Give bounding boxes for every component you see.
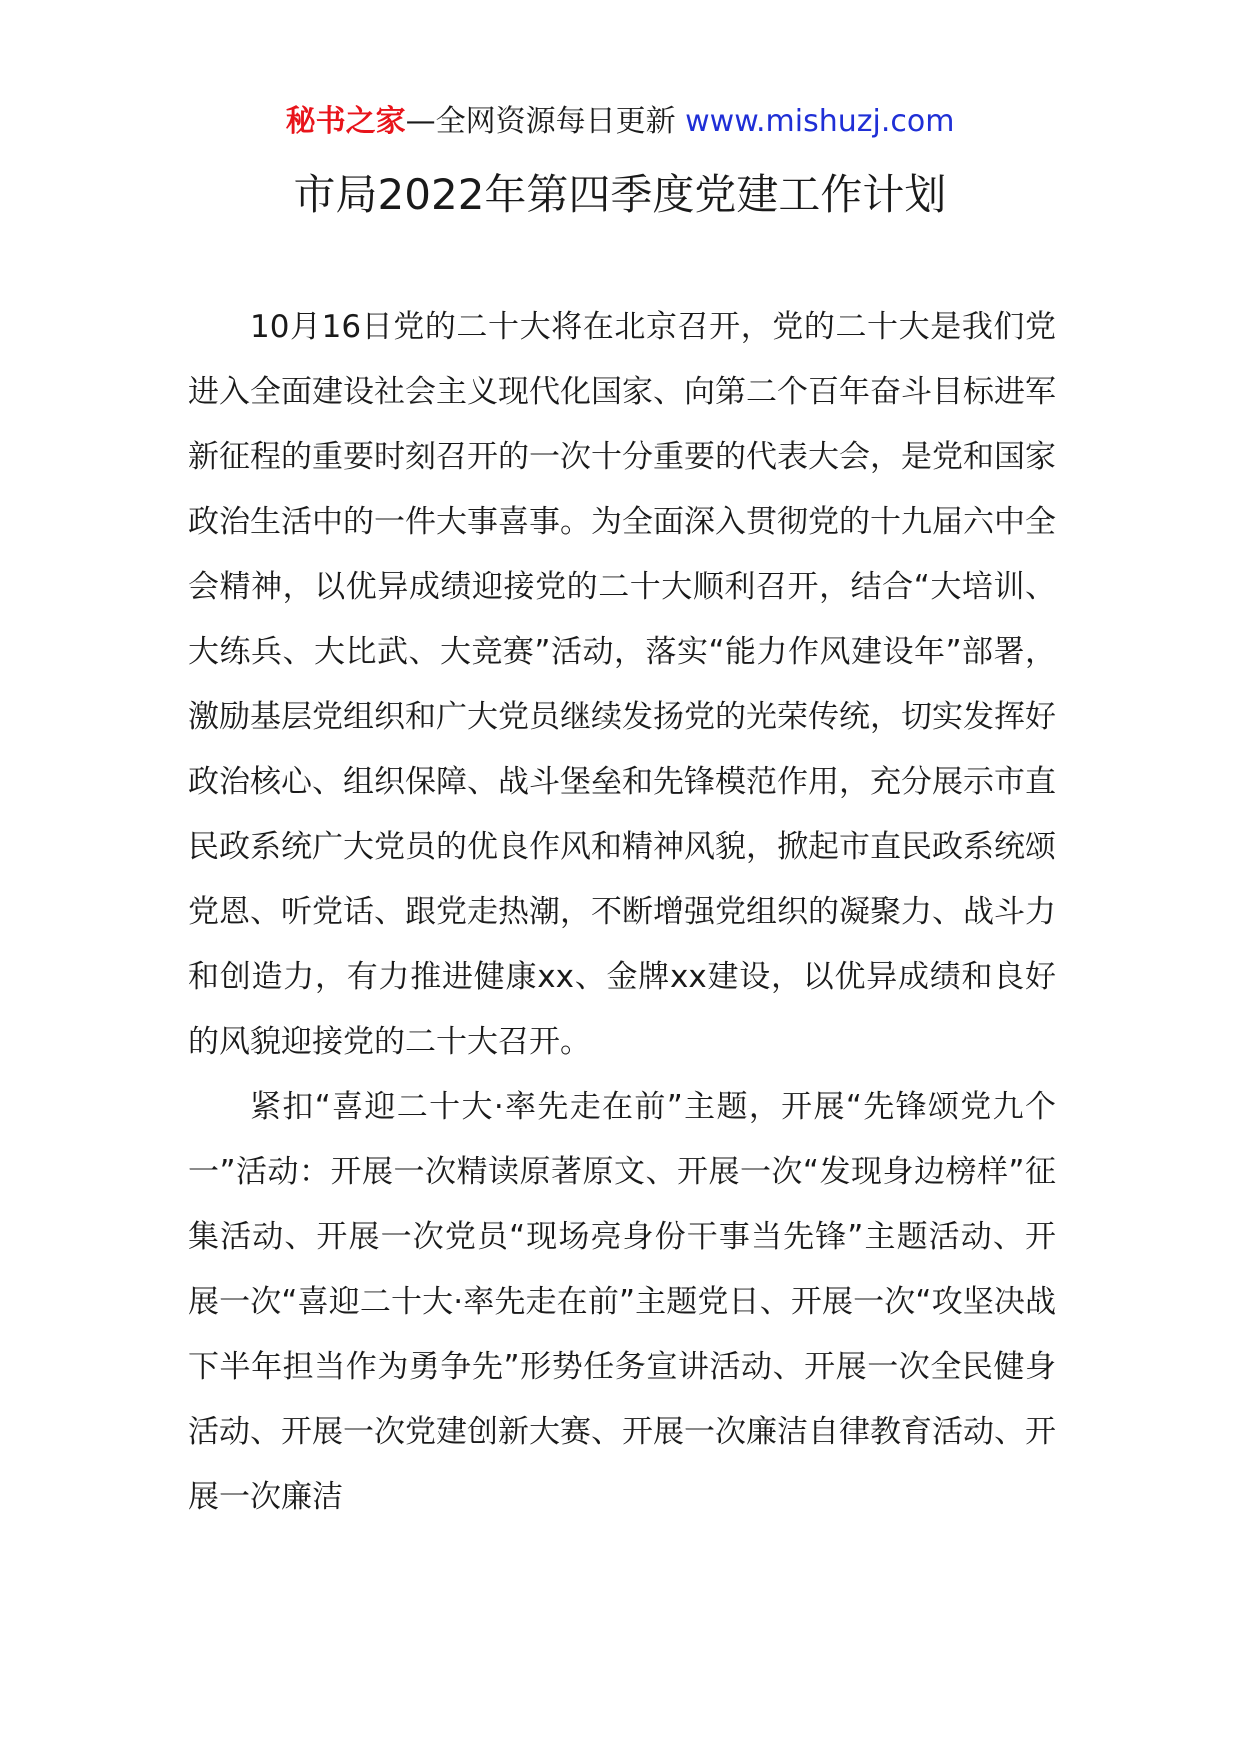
paragraph-1: 10月16日党的二十大将在北京召开，党的二十大是我们党进入全面建设社会主义现代化国家、向第二个百年奋斗目标进军新征程的重要时刻召开的一次十分重要的代表大会，是党和国家政治生活中的一件大事喜事。为全面深入贯彻党的十九届六中全会精神，以优异成绩迎接党的二十大顺利召开，结合“大培训、大练兵、大比武、大竞赛”活动，落实“能力作风建设年”部署，激励基层党组织和广大党员继续发扬党的光荣传统，切实发挥好政治核心、组织保障、战斗堡垒和先锋模范作用，充分展示市直民政系统广大党员的优良作风和精神风貌，掀起市直民政系统颂党恩、听党话、跟党走热潮，不断增强党组织的凝聚力、战斗力和创造力，有力推进健康xx、金牌xx建设，以优异成绩和良好的风貌迎接党的二十大召开。 [188, 309, 1056, 1060]
site-header [0, 100, 1240, 144]
document-title: 市局2022年第四季度党建工作计划 [293, 170, 947, 219]
brand-name: 秘书之家 [285, 104, 406, 139]
site-url-link[interactable]: www.mishuzj.com [685, 104, 955, 139]
header-tagline: —全网资源每日更新 [405, 104, 676, 139]
paragraph-2: 紧扣“喜迎二十大·率先走在前”主题，开展“先锋颂党九个一”活动：开展一次精读原著原文、开展一次“发现身边榜样”征集活动、开展一次党员“现场亮身份干事当先锋”主题活动、开展一次“喜迎二十大·率先走在前”主题党日、开展一次“攻坚决战下半年担当作为勇争先”形势任务宣讲活动、开展一次全民健身活动、开展一次党建创新大赛、开展一次廉洁自律教育活动、开展一次廉洁 [188, 1089, 1056, 1515]
document-body [188, 295, 1056, 1530]
